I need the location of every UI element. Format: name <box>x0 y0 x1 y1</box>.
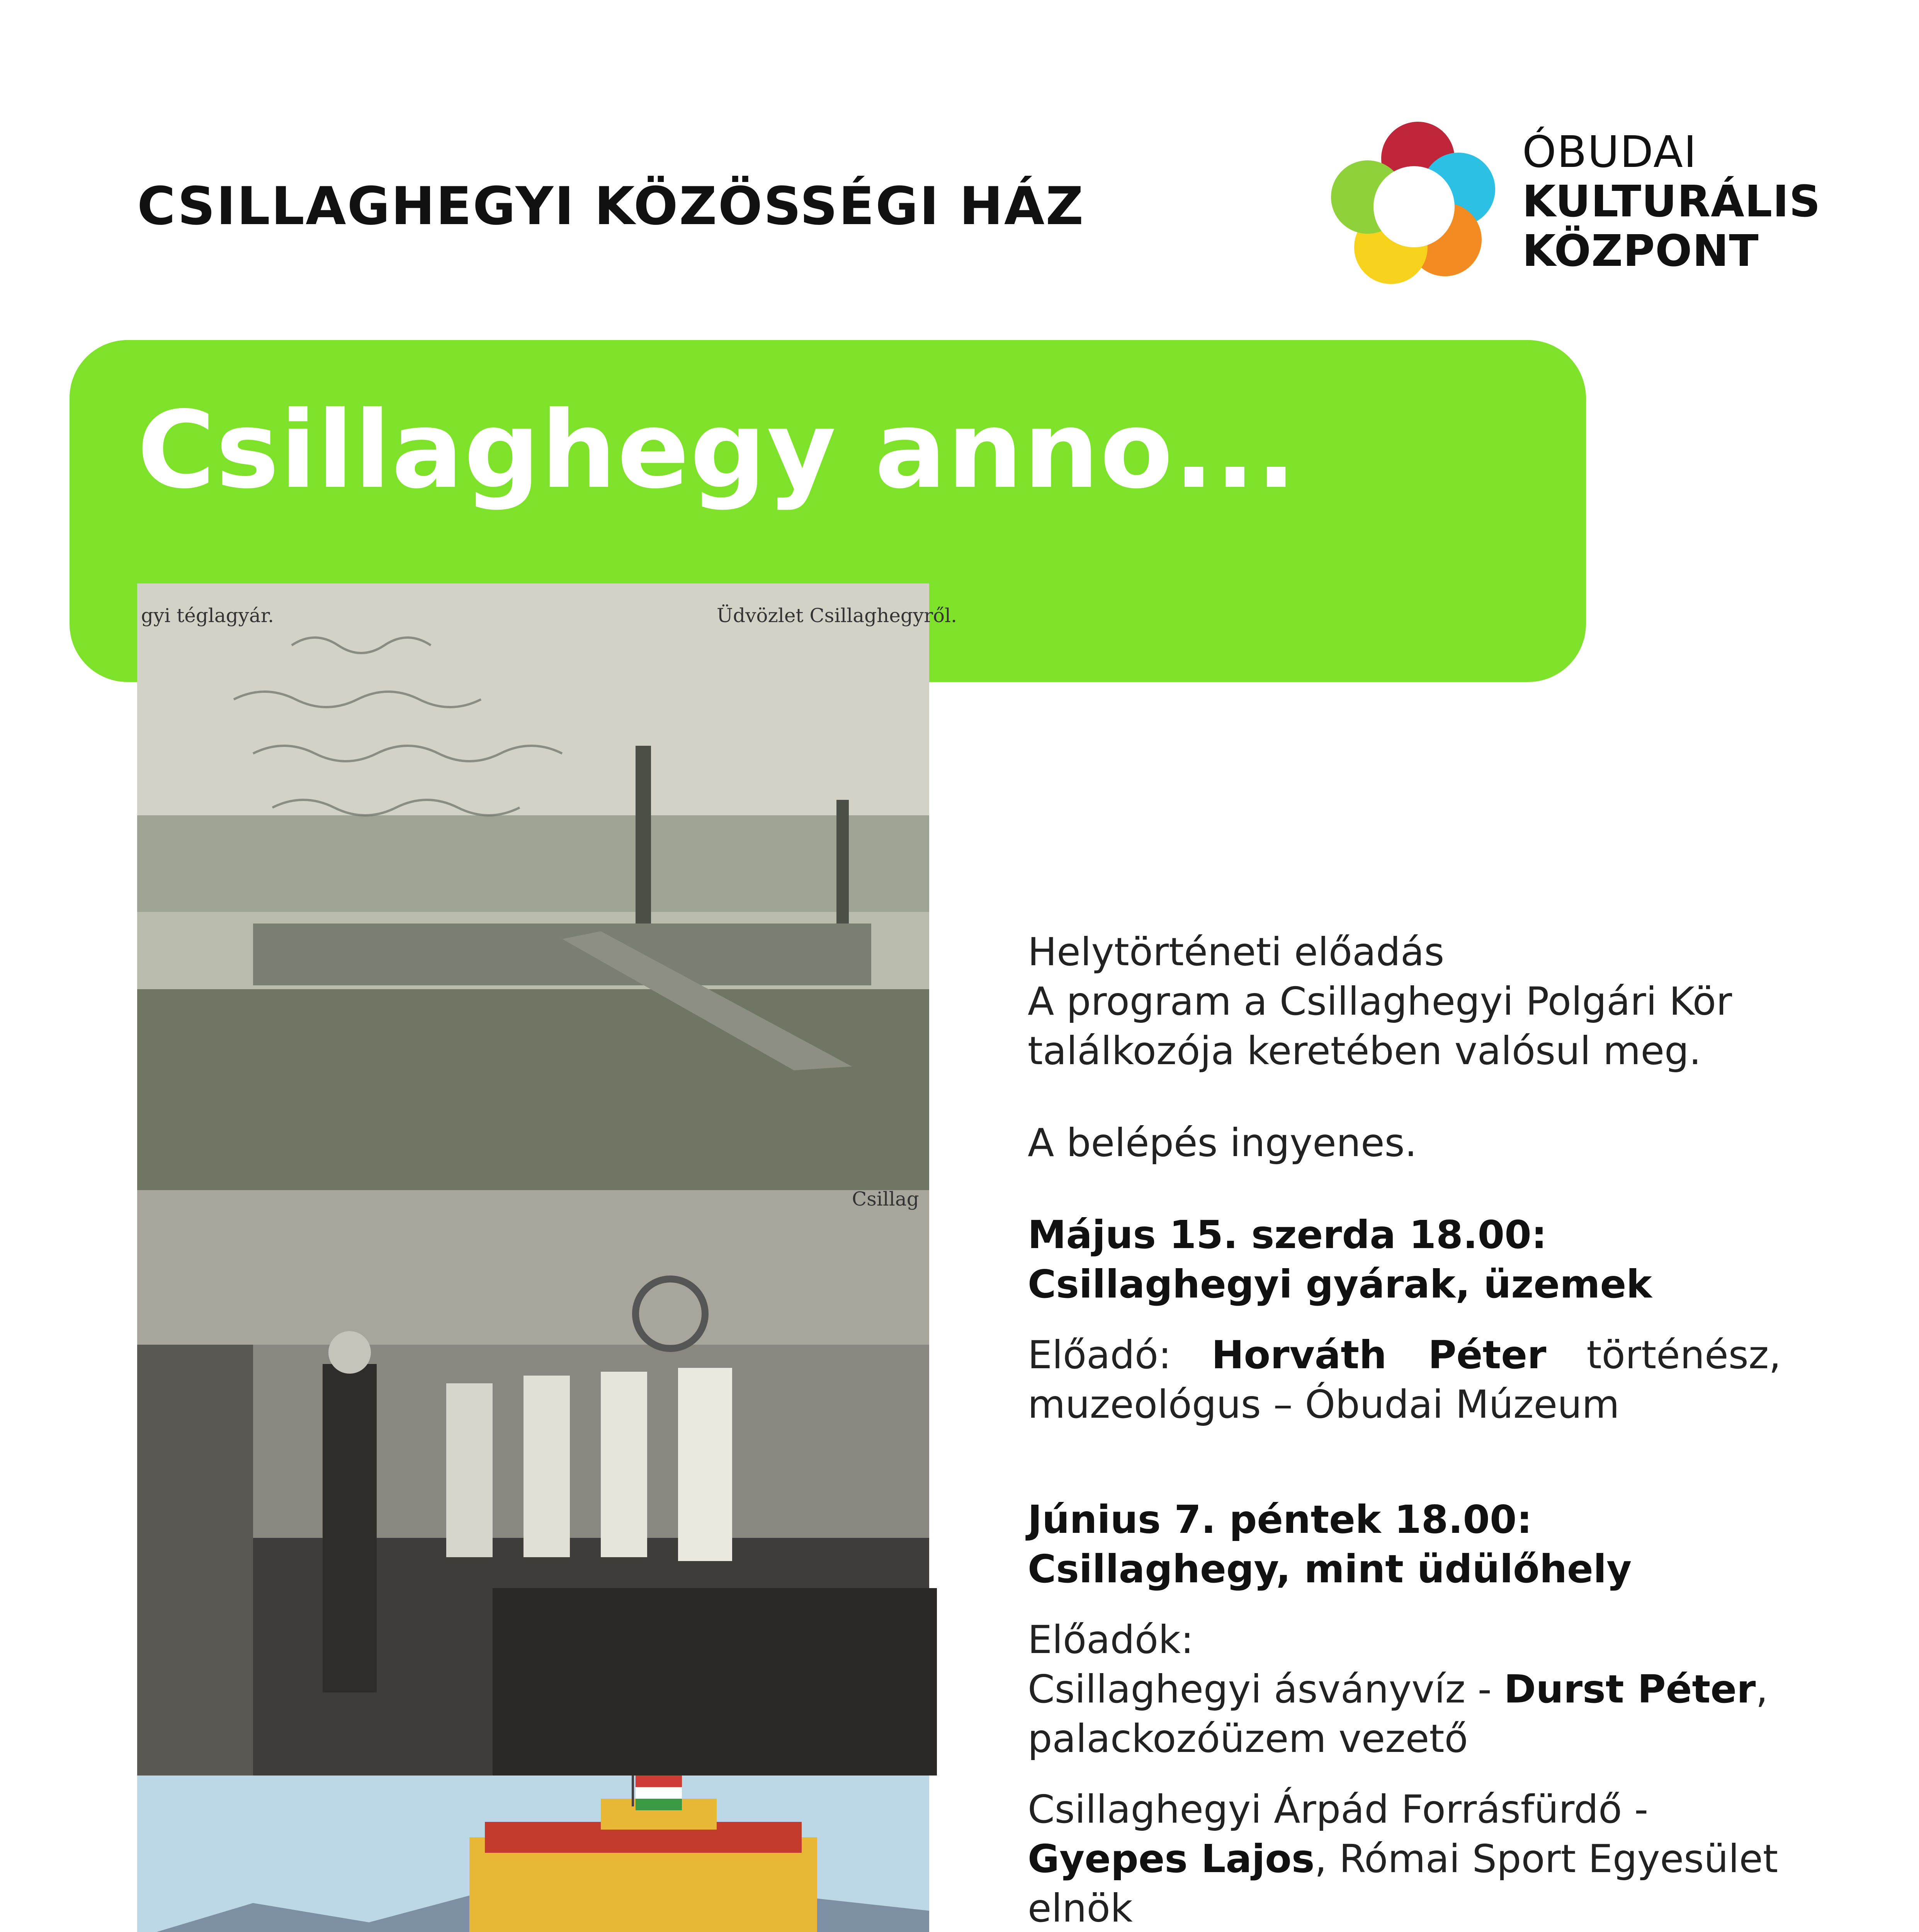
event-description <box>1028 927 1781 1932</box>
bath-illustration-image <box>137 1776 929 1932</box>
page-title: Csillaghegy anno... <box>137 388 1297 512</box>
presenter2-role: , Római Sport Egyesület elnök <box>1028 1836 1778 1931</box>
bottling-plant-image <box>137 1190 929 1776</box>
presenter1-name: Durst Péter <box>1504 1667 1756 1712</box>
photo-collage <box>137 583 957 1932</box>
event2-title: Június 7. péntek 18.00: Csillaghegy, mint üdülőhely <box>1028 1497 1632 1592</box>
factory-postcard-image <box>137 583 957 1190</box>
postcard-caption-left: gyi téglagyár. <box>141 604 274 627</box>
presenter2-name: Gyepes Lajos <box>1028 1836 1315 1881</box>
presenter1-role: , palackozóüzem vezető <box>1028 1667 1768 1761</box>
logo-line3: KÖZPONT <box>1522 226 1759 276</box>
event2-presenters-label: Előadók: <box>1028 1617 1194 1662</box>
event2-presenter-2 <box>1028 1785 1781 1932</box>
bottling-caption: Csillag <box>852 1188 919 1210</box>
logo-line1: ÓBUDAI <box>1522 127 1697 177</box>
event1-presenter <box>1028 1330 1781 1429</box>
presenter-label: Előadó: <box>1028 1332 1212 1378</box>
presenter1-topic: Csillaghegyi ásványvíz - <box>1028 1667 1504 1712</box>
flower-logo-icon <box>1321 116 1503 294</box>
event2-presenter-1 <box>1028 1665 1781 1764</box>
venue-title: CSILLAGHEGYI KÖZÖSSÉGI HÁZ <box>137 176 1085 236</box>
presenter-name: Horváth Péter <box>1211 1332 1547 1378</box>
event1-title: Május 15. szerda 18.00: Csillaghegyi gyárak, üzemek <box>1028 1212 1652 1307</box>
entry-free-text: A belépés ingyenes. <box>1028 1120 1417 1165</box>
intro-line: Helytörténeti előadás <box>1028 929 1445 975</box>
postcard-caption-right: Üdvözlet Csillaghegyről. <box>717 604 957 627</box>
presenter-role: történész, muzeológus – Óbudai Múzeum <box>1028 1332 1781 1427</box>
okk-logo <box>1321 116 1821 294</box>
intro-text: A program a Csillaghegyi Polgári Kör találkozója keretében valósul meg. <box>1028 979 1732 1073</box>
logo-line2: KULTURÁLIS <box>1522 177 1821 227</box>
presenter2-topic: Csillaghegyi Árpád Forrásfürdő - <box>1028 1787 1649 1832</box>
